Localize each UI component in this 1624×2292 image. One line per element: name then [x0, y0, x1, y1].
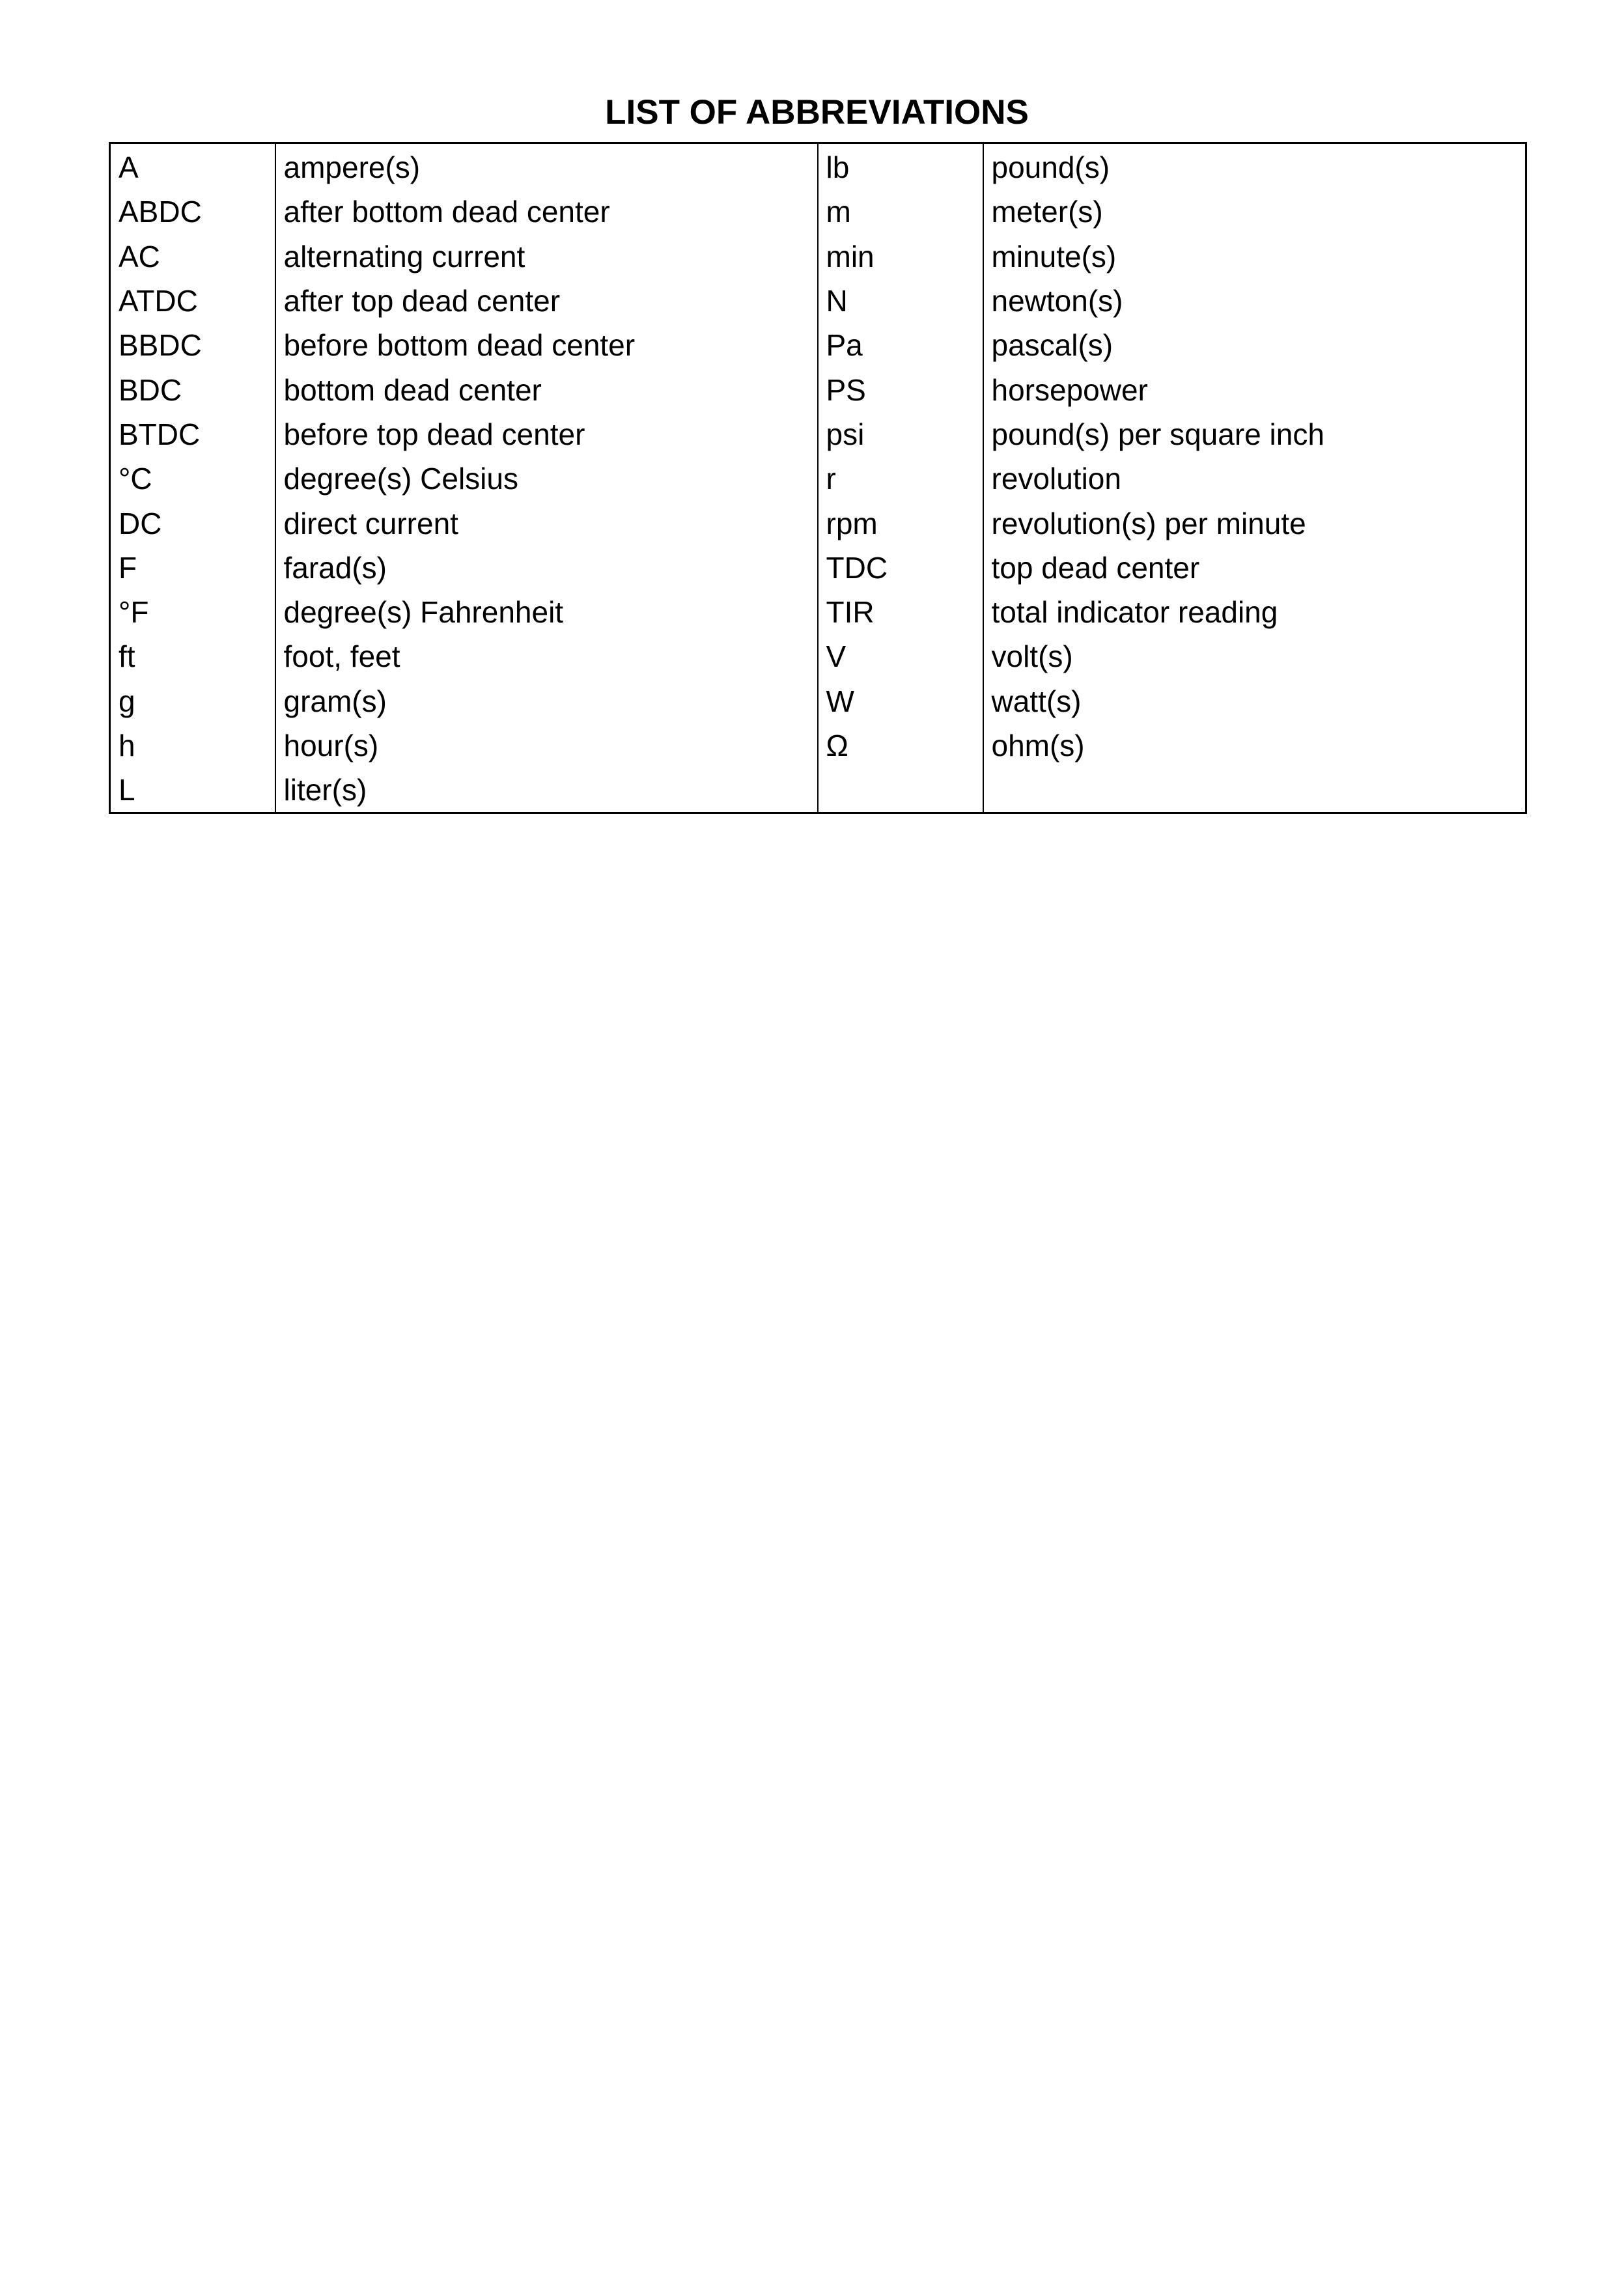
table-row: [110, 367, 1526, 412]
abbreviation-cell: V: [818, 634, 983, 678]
abbreviation-cell: h: [119, 729, 135, 762]
meaning-cell: before top dead center: [275, 412, 818, 456]
page-title: LIST OF ABBREVIATIONS: [605, 93, 1029, 132]
meaning-cell: bottom dead center: [275, 367, 818, 412]
abbreviation-cell: g: [119, 684, 135, 718]
abbreviation-cell: rpm: [818, 501, 983, 545]
meaning-cell: direct current: [275, 501, 818, 545]
abbreviation-cell: PS: [818, 367, 983, 412]
meaning-cell: hour(s): [275, 723, 818, 768]
abbreviation-cell: °F: [119, 595, 149, 630]
meaning-cell: before bottom dead center: [275, 323, 818, 367]
table-row: [110, 590, 1526, 634]
table-row: [110, 234, 1526, 279]
abbreviation-cell: AC: [119, 239, 160, 273]
meaning-cell: meter(s): [983, 189, 1526, 234]
abbreviation-cell: °C: [119, 462, 152, 496]
meaning-cell: total indicator reading: [983, 590, 1526, 634]
meaning-cell: ohm(s): [983, 723, 1526, 768]
meaning-cell: minute(s): [983, 234, 1526, 279]
table-row: [110, 189, 1526, 234]
meaning-cell: pound(s) per square inch: [983, 412, 1526, 456]
meaning-cell: after bottom dead center: [275, 189, 818, 234]
abbreviation-cell: ATDC: [119, 284, 198, 318]
meaning-cell: alternating current: [275, 234, 818, 279]
table-row: [110, 723, 1526, 768]
meaning-cell: gram(s): [275, 679, 818, 723]
abbreviation-cell: BTDC: [119, 417, 201, 451]
abbreviation-cell: DC: [119, 506, 162, 540]
abbreviations-table-body: [110, 143, 1526, 813]
table-row: [110, 679, 1526, 723]
table-row: [110, 768, 1526, 813]
table-row: [110, 634, 1526, 678]
abbreviation-cell: psi: [818, 412, 983, 456]
meaning-cell: degree(s) Fahrenheit: [275, 590, 818, 634]
table-row: [110, 143, 1526, 190]
abbreviation-cell: F: [119, 550, 137, 585]
abbreviation-cell: m: [818, 189, 983, 234]
meaning-cell: degree(s) Celsius: [275, 456, 818, 501]
abbreviation-cell: N: [818, 279, 983, 323]
abbreviation-cell: TDC: [818, 546, 983, 590]
abbreviation-cell: ABDC: [119, 195, 202, 229]
meaning-cell: newton(s): [983, 279, 1526, 323]
abbreviation-cell: r: [818, 456, 983, 501]
meaning-cell: revolution(s) per minute: [983, 501, 1526, 545]
abbreviation-cell: ft: [119, 639, 135, 674]
meaning-cell: watt(s): [983, 679, 1526, 723]
meaning-cell: pound(s): [983, 143, 1526, 190]
meaning-cell: pascal(s): [983, 323, 1526, 367]
meaning-cell: after top dead center: [275, 279, 818, 323]
abbreviation-cell: lb: [818, 143, 983, 190]
meaning-cell: foot, feet: [275, 634, 818, 678]
meaning-cell: ampere(s): [275, 143, 818, 190]
abbreviation-cell: L: [119, 773, 135, 807]
abbreviations-table: [109, 142, 1527, 814]
abbreviation-cell: TIR: [818, 590, 983, 634]
table-row: [110, 456, 1526, 501]
table-row: [110, 323, 1526, 367]
abbreviation-cell: Pa: [818, 323, 983, 367]
meaning-cell: [983, 768, 1526, 813]
meaning-cell: farad(s): [275, 546, 818, 590]
abbreviation-cell: BDC: [119, 372, 182, 407]
meaning-cell: volt(s): [983, 634, 1526, 678]
meaning-cell: top dead center: [983, 546, 1526, 590]
table-row: [110, 501, 1526, 545]
abbreviation-cell: min: [818, 234, 983, 279]
table-row: [110, 279, 1526, 323]
table-row: [110, 546, 1526, 590]
meaning-cell: revolution: [983, 456, 1526, 501]
meaning-cell: horsepower: [983, 367, 1526, 412]
meaning-cell: liter(s): [275, 768, 818, 813]
abbreviation-cell: BBDC: [119, 328, 202, 363]
abbreviation-cell: A: [119, 150, 139, 185]
table-row: [110, 412, 1526, 456]
abbreviation-cell: [818, 768, 983, 813]
abbreviation-cell: W: [818, 679, 983, 723]
abbreviation-cell: Ω: [818, 723, 983, 768]
